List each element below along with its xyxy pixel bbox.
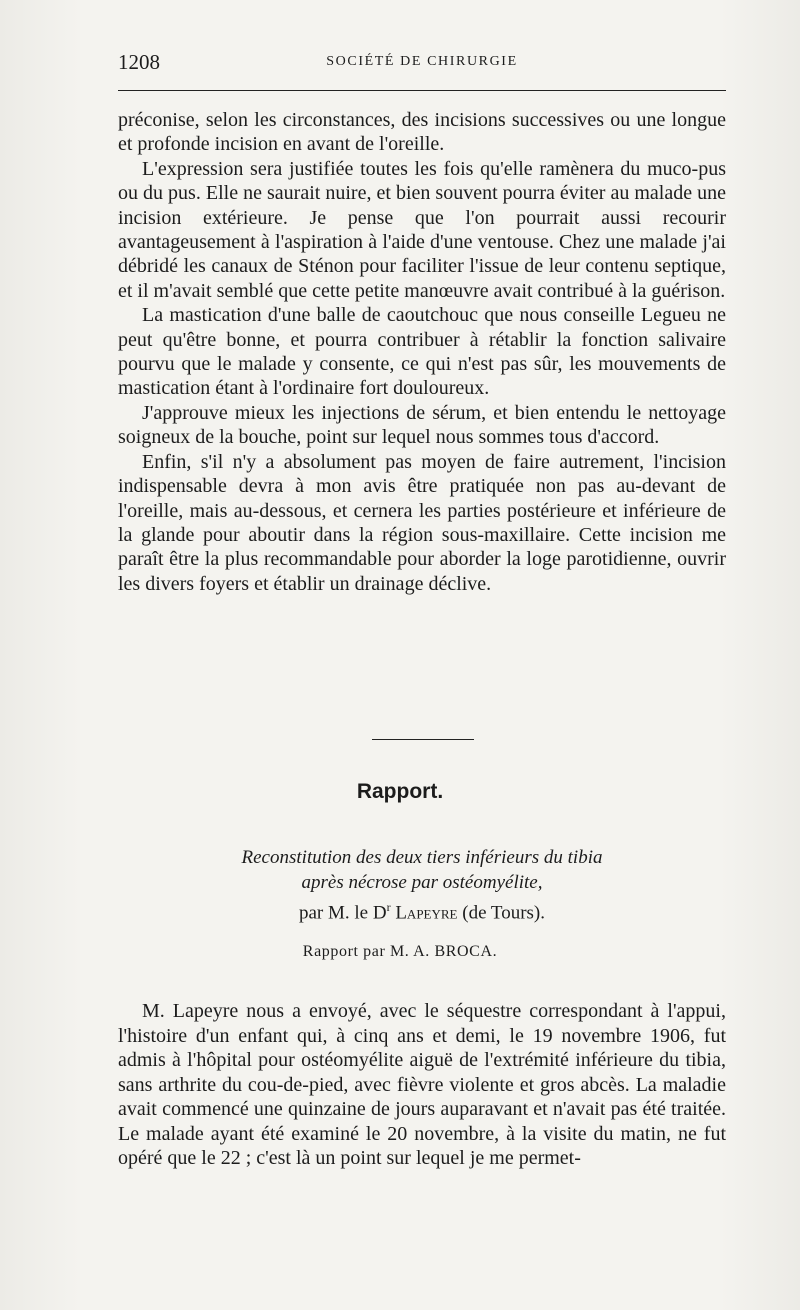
report-subtitle-line: après nécrose par ostéomyélite, bbox=[301, 871, 543, 893]
report-body bbox=[118, 999, 726, 1171]
author-name: Lapeyre bbox=[395, 902, 458, 924]
page-header bbox=[118, 50, 726, 76]
discussion-text bbox=[118, 108, 726, 596]
paragraph: Enfin, s'il n'y a absolument pas moyen de faire autrement, l'incision indispensable devra à mon avis être pratiquée non pas au-devant de l'oreille, mais au-dessous, et cernera les parties postérieure et inférieure de la glande pour aboutir dans la région sous-maxillaire. Cette incision me paraît être la plus recommandable pour aborder la loge parotidienne, ouvrir les divers foyers et établir un drainage déclive. bbox=[118, 450, 726, 595]
paragraph: M. Lapeyre nous a envoyé, avec le séquestre correspondant à l'appui, l'histoire d'un enfant qui, à cinq ans et demi, le 19 novembre 1906, fut admis à l'hôpital pour ostéomyélite aiguë de l'extrémité inférieure du tibia, sans arthrite du cou-de-pied, avec fièvre violente et gros abcès. La maladie avait commencé une quinzaine de jours auparavant et n'avait pas été traitée. Le malade ayant été examiné le 20 novembre, à la visite du matin, ne fut opéré que le 22 ; c'est là un point sur lequel je me permet- bbox=[118, 1000, 726, 1169]
report-title bbox=[118, 846, 726, 926]
paragraph: L'expression sera justifiée toutes les fois qu'elle ramènera du muco-pus ou du pus. Elle ne saurait nuire, et bien souvent pourra éviter au malade une incision extérieure. Je pense que l'on pourrait aussi recourir avantageusement à l'aspiration à l'aide d'une ventouse. Chez une malade j'ai débridé les canaux de Sténon pour faciliter l'issue de leur contenu septique, et il m'avait semblé que cette petite manœuvre avait contribué à la guérison. bbox=[118, 157, 726, 302]
author-prefix: par M. le D bbox=[298, 902, 387, 924]
report-author bbox=[118, 895, 726, 926]
author-title-sup: r bbox=[386, 900, 391, 914]
paragraph: préconise, selon les circonstances, des incisions successives ou une longue et profonde incision en avant de l'oreille. bbox=[118, 109, 726, 156]
author-suffix: (de Tours). bbox=[457, 902, 545, 924]
paragraph: J'approuve mieux les injections de sérum, et bien entendu le nettoyage soigneux de la bouche, point sur lequel nous sommes tous d'accord. bbox=[118, 401, 726, 449]
rapporteur-line: Rapport par M. A. BROCA. bbox=[302, 943, 498, 960]
paragraph: La mastication d'une balle de caoutchouc que nous conseille Legueu ne peut qu'être bonne, et pourra contribuer à rétablir la fonction salivaire pourvu que le malade y consente, ce qui n'est pas sûr, les mouvements de mastication étant à l'ordinaire fort douloureux. bbox=[118, 304, 726, 400]
header-rule bbox=[118, 90, 726, 91]
report-subtitle-line: Reconstitution des deux tiers inférieurs du tibia bbox=[241, 847, 603, 868]
page-number: 1208 bbox=[118, 50, 160, 74]
section-divider bbox=[372, 739, 474, 740]
running-head: SOCIÉTÉ DE CHIRURGIE bbox=[326, 54, 518, 69]
section-title: Rapport. bbox=[356, 780, 444, 803]
